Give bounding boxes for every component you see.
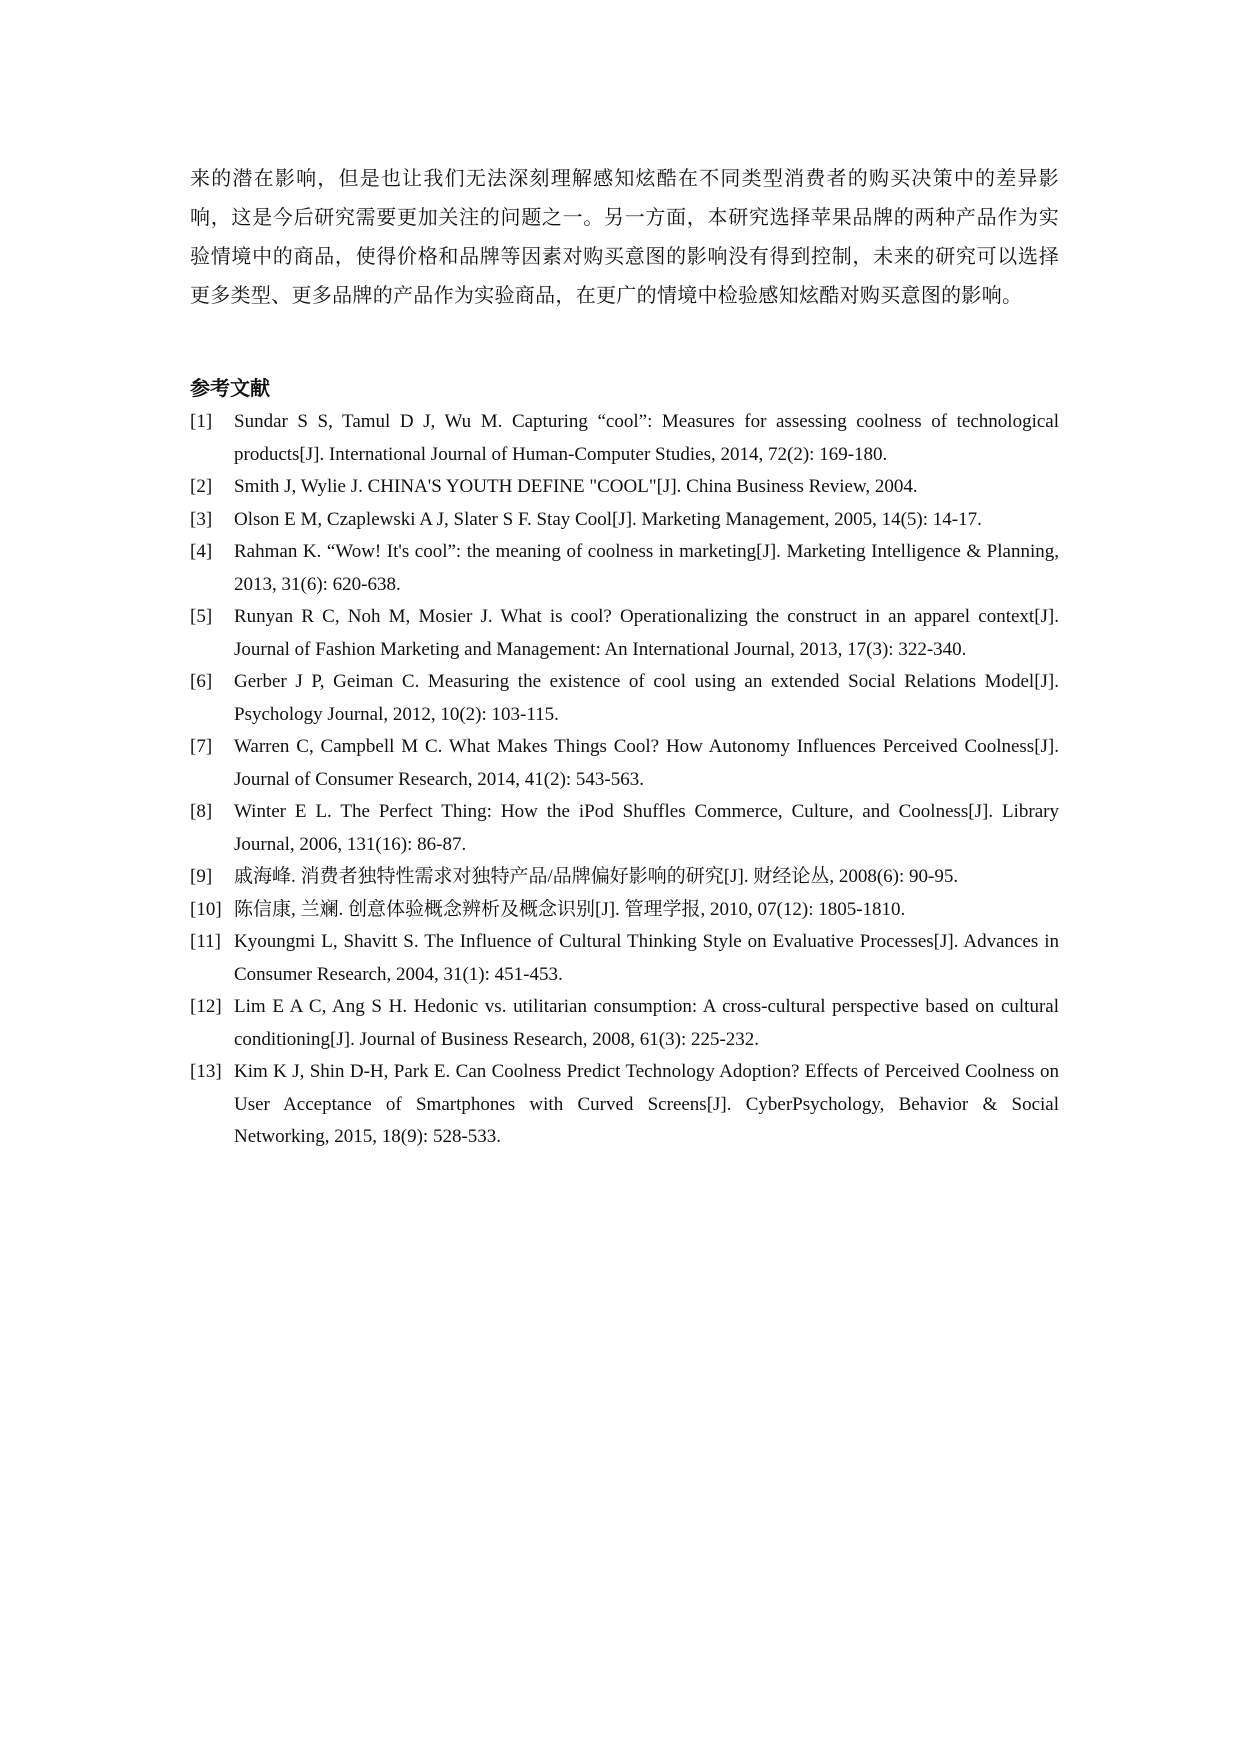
reference-number: [7] — [190, 736, 213, 757]
body-paragraph: 来的潜在影响，但是也让我们无法深刻理解感知炫酷在不同类型消费者的购买决策中的差异影响，这是今后研究需要更加关注的问题之一。另一方面，本研究选择苹果品牌的两种产品作为实验情境中的商品，使得价格和品牌等因素对购买意图的影响没有得到控制，未来的研究可以选择更多类型、更多品牌的产品作为实验商品，在更广的情境中检验感知炫酷对购买意图的影响。 — [190, 166, 1059, 307]
reference-number: [4] — [190, 541, 213, 562]
reference-item — [190, 861, 1059, 894]
reference-text: 戚海峰. 消费者独特性需求对独特产品/品牌偏好影响的研究[J]. 财经论丛, 2008(6): 90-95. — [234, 866, 959, 887]
reference-number: [12] — [190, 996, 222, 1017]
reference-item — [190, 991, 1059, 1056]
reference-item — [190, 894, 1059, 927]
reference-number: [5] — [190, 606, 213, 627]
reference-item — [190, 926, 1059, 991]
reference-text: Runyan R C, Noh M, Mosier J. What is cool? Operationalizing the construct in an apparel context[J]. Journal of Fashion Marketing and Management: An International Journal, 2013, 17(3): 322-340. — [234, 606, 1059, 660]
reference-text: Lim E A C, Ang S H. Hedonic vs. utilitarian consumption: A cross-cultural perspective based on cultural conditioning[J]. Journal of Business Research, 2008, 61(3): 225-232. — [234, 996, 1059, 1050]
reference-number: [8] — [190, 801, 213, 822]
reference-item — [190, 406, 1059, 471]
reference-item — [190, 1056, 1059, 1154]
reference-list — [190, 406, 1059, 1154]
reference-text: Gerber J P, Geiman C. Measuring the existence of cool using an extended Social Relations Model[J]. Psychology Journal, 2012, 10(2): 103-115. — [234, 671, 1059, 725]
reference-text: Kim K J, Shin D-H, Park E. Can Coolness Predict Technology Adoption? Effects of Perceived Coolness on User Acceptance of Smartphones with Curved Screens[J]. CyberPsychology, Behavior & Social Networking, 2015, 18(9): 528-533. — [234, 1061, 1059, 1147]
reference-number: [1] — [190, 411, 213, 432]
reference-item — [190, 471, 1059, 504]
reference-item — [190, 731, 1059, 796]
reference-number: [10] — [190, 898, 222, 920]
reference-number: [3] — [190, 508, 213, 530]
reference-item — [190, 504, 1059, 537]
reference-item — [190, 601, 1059, 666]
reference-text: Sundar S S, Tamul D J, Wu M. Capturing “cool”: Measures for assessing coolness of technological products[J]. International Journal of Human-Computer Studies, 2014, 72(2): 169-180. — [234, 411, 1059, 465]
references-heading: 参考文献 — [190, 376, 270, 400]
reference-text: Warren C, Campbell M C. What Makes Things Cool? How Autonomy Influences Perceived Coolness[J]. Journal of Consumer Research, 2014, 41(2): 543-563. — [234, 736, 1059, 790]
reference-text: Kyoungmi L, Shavitt S. The Influence of Cultural Thinking Style on Evaluative Processes[J]. Advances in Consumer Research, 2004, 31(1): 451-453. — [234, 931, 1059, 985]
reference-text: Smith J, Wylie J. CHINA'S YOUTH DEFINE "COOL"[J]. China Business Review, 2004. — [234, 476, 918, 497]
reference-number: [9] — [190, 866, 213, 887]
reference-number: [13] — [190, 1061, 222, 1082]
reference-number: [6] — [190, 671, 213, 692]
reference-number: [2] — [190, 476, 213, 497]
reference-number: [11] — [190, 931, 221, 952]
reference-text: Winter E L. The Perfect Thing: How the iPod Shuffles Commerce, Culture, and Coolness[J]. Library Journal, 2006, 131(16): 86-87. — [234, 801, 1059, 855]
reference-item — [190, 536, 1059, 601]
reference-text: Rahman K. “Wow! It's cool”: the meaning of coolness in marketing[J]. Marketing Intelligence & Planning, 2013, 31(6): 620-638. — [234, 541, 1059, 595]
reference-item — [190, 666, 1059, 731]
reference-text: 陈信康, 兰斓. 创意体验概念辨析及概念识别[J]. 管理学报, 2010, 07(12): 1805-1810. — [234, 898, 906, 920]
reference-item — [190, 796, 1059, 861]
reference-text: Olson E M, Czaplewski A J, Slater S F. Stay Cool[J]. Marketing Management, 2005, 14(5): 14-17. — [234, 508, 982, 530]
